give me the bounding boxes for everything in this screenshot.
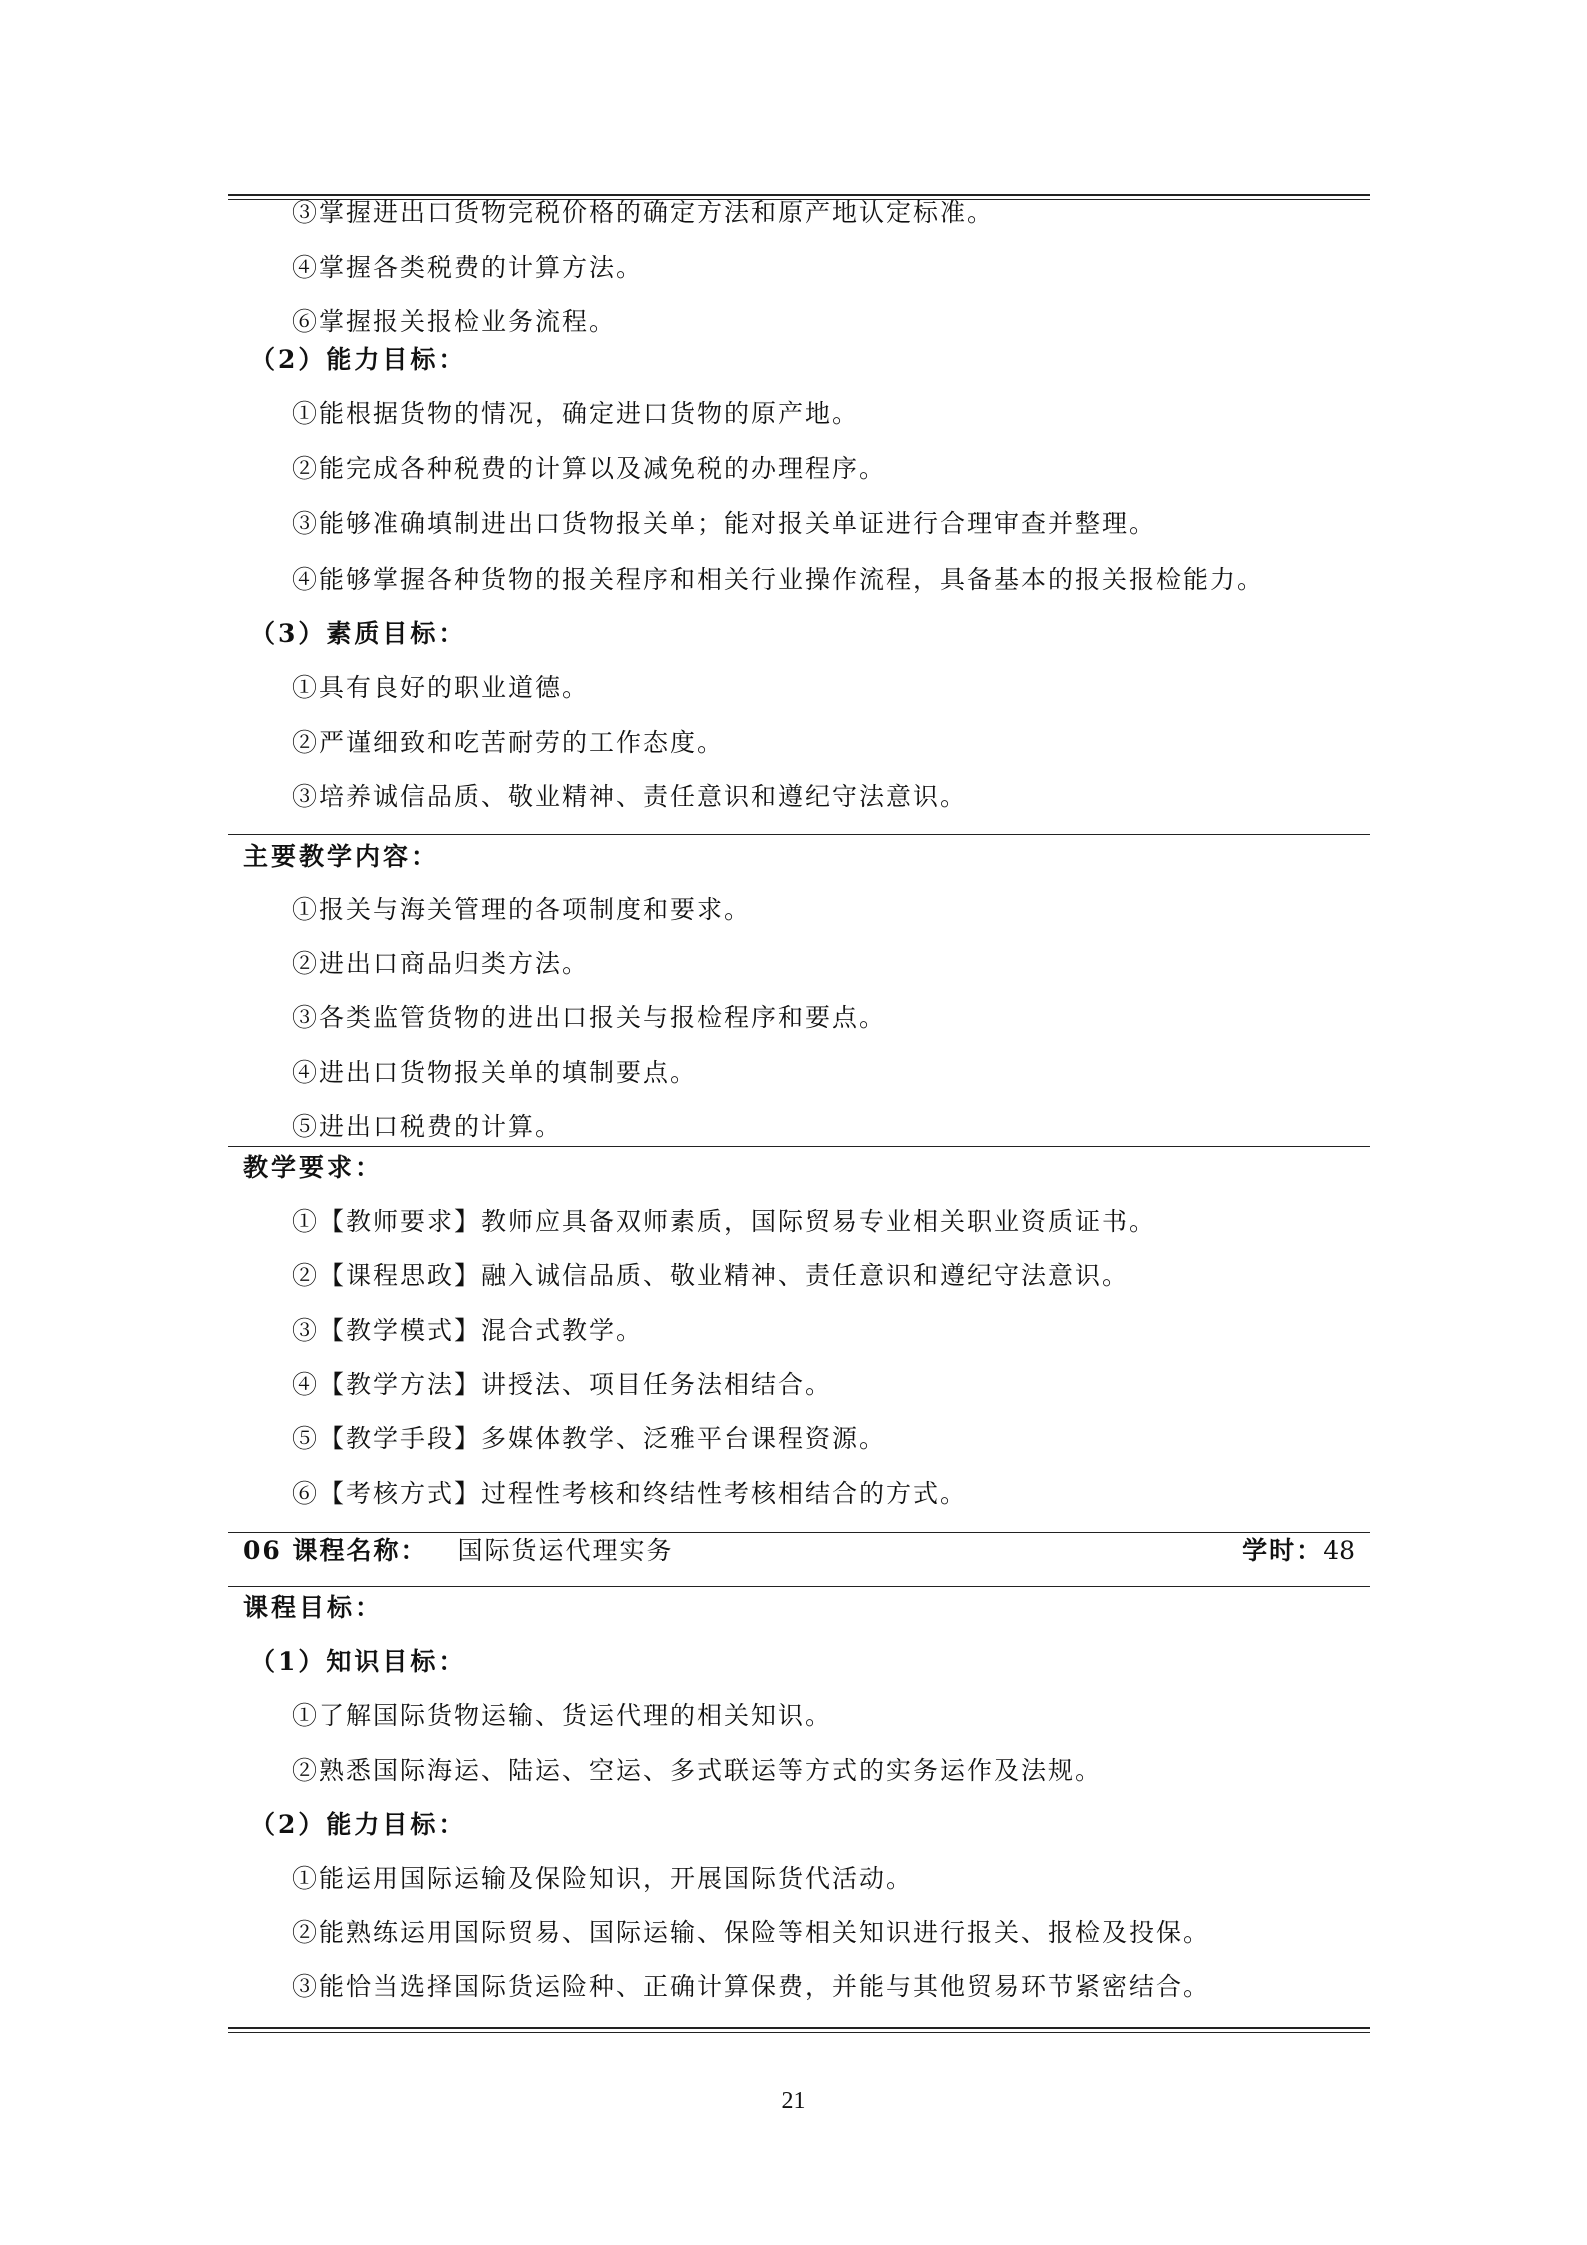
quality-heading: （3）素质目标： xyxy=(250,619,467,648)
content-item-5: ⑤进出口税费的计算。 xyxy=(292,1112,563,1141)
content-item-4: ④进出口货物报关单的填制要点。 xyxy=(292,1058,698,1087)
course-knowledge-heading: （1）知识目标： xyxy=(250,1647,467,1676)
ability-item-3: ③能够准确填制进出口货物报关单；能对报关单证进行合理审查并整理。 xyxy=(292,509,1157,538)
requirement-item-5: ⑤【教学手段】多媒体教学、泛雅平台课程资源。 xyxy=(292,1424,887,1453)
course-goals-heading: 课程目标： xyxy=(243,1593,384,1622)
page-number: 21 xyxy=(781,2088,806,2114)
table-divider xyxy=(228,1532,1370,1533)
course-name: 国际货运代理实务 xyxy=(457,1536,674,1565)
requirement-item-1: ①【教师要求】教师应具备双师素质，国际贸易专业相关职业资质证书。 xyxy=(292,1207,1157,1236)
course-hours-value: 48 xyxy=(1323,1536,1355,1565)
knowledge-item-6: ⑥掌握报关报检业务流程。 xyxy=(292,307,617,336)
ability-item-1: ①能根据货物的情况，确定进口货物的原产地。 xyxy=(292,399,860,428)
bottom-table-border xyxy=(228,2027,1370,2033)
course-ability-item-1: ①能运用国际运输及保险知识，开展国际货代活动。 xyxy=(292,1864,914,1893)
course-title-label: 06 课程名称： xyxy=(243,1536,428,1565)
course-ability-item-2: ②能熟练运用国际贸易、国际运输、保险等相关知识进行报关、报检及投保。 xyxy=(292,1918,1211,1947)
quality-item-1: ①具有良好的职业道德。 xyxy=(292,673,590,702)
quality-item-2: ②严谨细致和吃苦耐劳的工作态度。 xyxy=(292,728,725,757)
course-hours-label: 学时： xyxy=(1242,1536,1324,1565)
knowledge-item-3: ③掌握进出口货物完税价格的确定方法和原产地认定标准。 xyxy=(292,198,995,227)
quality-item-3: ③培养诚信品质、敬业精神、责任意识和遵纪守法意识。 xyxy=(292,782,968,811)
content-item-2: ②进出口商品归类方法。 xyxy=(292,949,590,978)
requirement-item-6: ⑥【考核方式】过程性考核和终结性考核相结合的方式。 xyxy=(292,1479,968,1508)
requirement-item-2: ②【课程思政】融入诚信品质、敬业精神、责任意识和遵纪守法意识。 xyxy=(292,1261,1130,1290)
course-title-row xyxy=(243,1534,1355,1568)
table-divider xyxy=(228,834,1370,835)
table-divider xyxy=(228,1586,1370,1587)
knowledge-item-4: ④掌握各类税费的计算方法。 xyxy=(292,253,644,282)
content-heading: 主要教学内容： xyxy=(243,842,440,871)
requirement-item-4: ④【教学方法】讲授法、项目任务法相结合。 xyxy=(292,1370,833,1399)
course-knowledge-item-2: ②熟悉国际海运、陆运、空运、多式联运等方式的实务运作及法规。 xyxy=(292,1756,1103,1785)
course-hours xyxy=(1242,1534,1355,1568)
requirements-heading: 教学要求： xyxy=(243,1153,384,1182)
requirement-item-3: ③【教学模式】混合式教学。 xyxy=(292,1316,644,1345)
ability-item-4: ④能够掌握各种货物的报关程序和相关行业操作流程，具备基本的报关报检能力。 xyxy=(292,565,1265,594)
course-ability-heading: （2）能力目标： xyxy=(250,1810,467,1839)
course-knowledge-item-1: ①了解国际货物运输、货运代理的相关知识。 xyxy=(292,1701,833,1730)
content-item-1: ①报关与海关管理的各项制度和要求。 xyxy=(292,895,752,924)
ability-heading: （2）能力目标： xyxy=(250,345,467,374)
ability-item-2: ②能完成各种税费的计算以及减免税的办理程序。 xyxy=(292,454,887,483)
content-item-3: ③各类监管货物的进出口报关与报检程序和要点。 xyxy=(292,1003,887,1032)
table-divider xyxy=(228,1146,1370,1147)
course-ability-item-3: ③能恰当选择国际货运险种、正确计算保费，并能与其他贸易环节紧密结合。 xyxy=(292,1972,1211,2001)
